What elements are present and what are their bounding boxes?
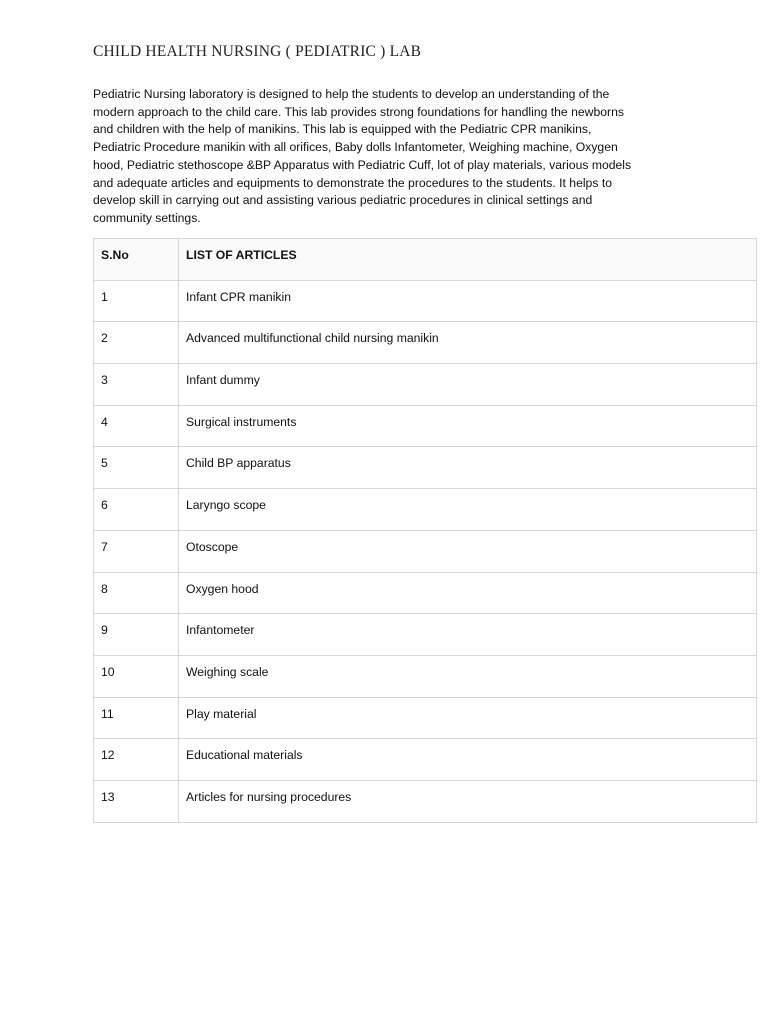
sno-cell	[94, 405, 179, 447]
table-row	[94, 405, 757, 447]
intro-line: and adequate articles and equipments to demonstrate the procedures to the students. It helps to	[93, 175, 612, 190]
sno-value: 13	[101, 789, 115, 804]
sno-value: 9	[101, 623, 108, 638]
intro-line: and children with the help of manikins. This lab is equipped with the Pediatric CPR manikins,	[93, 122, 592, 137]
sno-value: 8	[101, 581, 108, 596]
article-cell	[179, 614, 757, 656]
article-cell	[179, 405, 757, 447]
table-row	[94, 322, 757, 364]
article-value: Infantometer	[186, 623, 255, 638]
sno-value: 5	[101, 456, 108, 471]
header-label-sno: S.No	[101, 248, 129, 262]
table-row	[94, 780, 757, 822]
article-cell	[179, 280, 757, 322]
intro-line: Pediatric Nursing laboratory is designed to help the students to develop an understanding of the	[93, 87, 610, 101]
article-cell	[179, 655, 757, 697]
article-value: Play material	[186, 706, 257, 721]
sno-value: 12	[101, 748, 115, 763]
article-value: Infant CPR manikin	[186, 289, 291, 304]
table-header-row	[94, 239, 757, 281]
sno-cell	[94, 280, 179, 322]
article-value: Surgical instruments	[186, 414, 297, 429]
intro-line: Pediatric Procedure manikin with all orifices, Baby dolls Infantometer, Weighing machine, Oxygen	[93, 140, 618, 155]
article-value: Articles for nursing procedures	[186, 789, 352, 804]
sno-cell	[94, 322, 179, 364]
table-row	[94, 697, 757, 739]
sno-value: 11	[101, 706, 114, 721]
intro-line: community settings.	[93, 210, 201, 225]
article-value: Educational materials	[186, 748, 303, 763]
table-row	[94, 447, 757, 489]
article-cell	[179, 739, 757, 781]
sno-value: 1	[101, 289, 108, 304]
intro-line: develop skill in carrying out and assisting various pediatric procedures in clinical settings and	[93, 193, 593, 208]
article-cell	[179, 489, 757, 531]
page-title: CHILD HEALTH NURSING ( PEDIATRIC ) LAB	[93, 43, 422, 60]
sno-cell	[94, 447, 179, 489]
intro-line: modern approach to the child care. This lab provides strong foundations for handling the newborns	[93, 104, 624, 119]
articles-table	[93, 238, 757, 823]
sno-cell	[94, 489, 179, 531]
article-cell	[179, 364, 757, 406]
article-value: Weighing scale	[186, 664, 269, 679]
article-cell	[179, 780, 757, 822]
sno-cell	[94, 655, 179, 697]
table-row	[94, 280, 757, 322]
sno-cell	[94, 780, 179, 822]
table-row	[94, 530, 757, 572]
sno-value: 10	[101, 664, 115, 679]
sno-cell	[94, 572, 179, 614]
sno-cell	[94, 530, 179, 572]
table-row	[94, 614, 757, 656]
sno-value: 4	[101, 414, 108, 429]
sno-cell	[94, 364, 179, 406]
intro-line: hood, Pediatric stethoscope &BP Apparatus with Pediatric Cuff, lot of play materials, various models	[93, 157, 632, 172]
article-value: Advanced multifunctional child nursing manikin	[186, 331, 439, 346]
sno-cell	[94, 614, 179, 656]
article-cell	[179, 697, 757, 739]
intro-paragraph	[93, 86, 683, 228]
article-cell	[179, 572, 757, 614]
sno-cell	[94, 739, 179, 781]
table-row	[94, 655, 757, 697]
sno-cell	[94, 697, 179, 739]
article-value: Child BP apparatus	[186, 456, 291, 471]
sno-value: 7	[101, 539, 108, 554]
article-value: Otoscope	[186, 539, 239, 554]
article-value: Laryngo scope	[186, 498, 266, 513]
table-row	[94, 739, 757, 781]
article-cell	[179, 530, 757, 572]
table-row	[94, 572, 757, 614]
table-row	[94, 489, 757, 531]
article-value: Infant dummy	[186, 373, 260, 388]
sno-value: 2	[101, 331, 108, 346]
sno-value: 3	[101, 373, 108, 388]
header-cell-articles	[179, 239, 757, 281]
table-row	[94, 364, 757, 406]
header-label-articles: LIST OF ARTICLES	[186, 248, 297, 262]
article-cell	[179, 322, 757, 364]
article-value: Oxygen hood	[186, 581, 259, 596]
article-cell	[179, 447, 757, 489]
header-cell-sno	[94, 239, 179, 281]
sno-value: 6	[101, 498, 108, 513]
